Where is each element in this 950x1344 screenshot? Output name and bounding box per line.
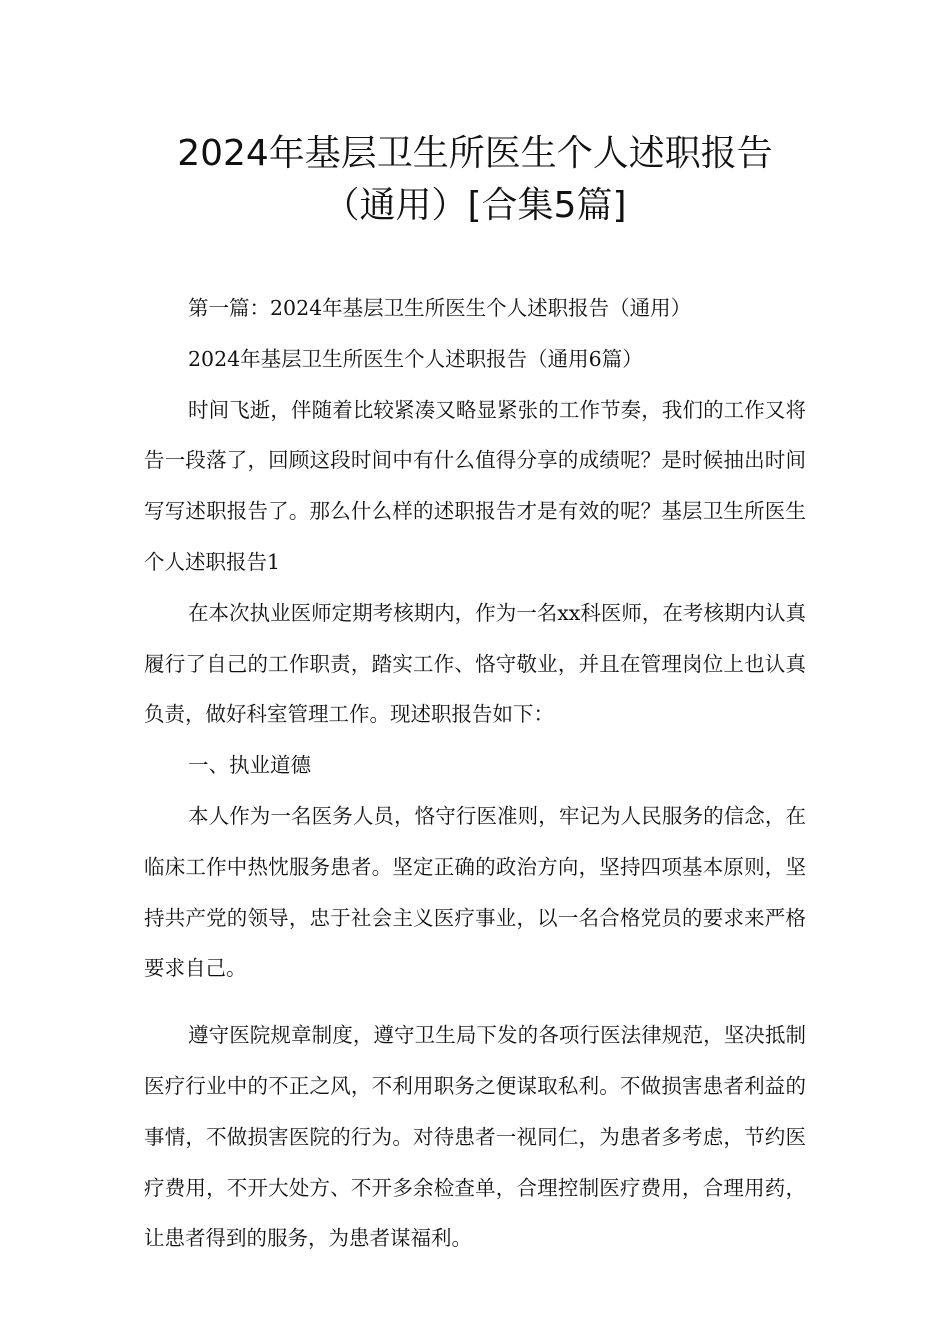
body-paragraph: 在本次执业医师定期考核期内，作为一名xx科医师，在考核期内认真履行了自己的工作职责，踏实工作、恪守敬业，并且在管理岗位上也认真负责，做好科室管理工作。现述职报告如下： — [144, 600, 806, 727]
section-heading: 第一篇：2024年基层卫生所医生个人述职报告（通用） — [188, 296, 692, 320]
document-title-line-2: （通用）[合集5篇] — [323, 185, 627, 226]
document-title-line-1: 2024年基层卫生所医生个人述职报告 — [177, 133, 773, 174]
document-body — [144, 283, 806, 1264]
subtitle-paragraph: 2024年基层卫生所医生个人述职报告（通用6篇） — [188, 346, 643, 371]
body-paragraph: 本人作为一名医务人员，恪守行医准则，牢记为人民服务的信念，在临床工作中热忱服务患者。坚定正确的政治方向，坚持四项基本原则，坚持共产党的领导，忠于社会主义医疗事业，以一名合格党员的要求来严格要求自己。 — [144, 803, 806, 981]
intro-paragraph: 时间飞逝，伴随着比较紧凑又略显紧张的工作节奏，我们的工作又将告一段落了，回顾这段时间中有什么值得分享的成绩呢？是时候抽出时间写写述职报告了。那么什么样的述职报告才是有效的呢？基层卫生所医生个人述职报告1 — [144, 397, 806, 574]
subheading-paragraph: 一、执业道德 — [188, 753, 311, 778]
body-paragraph: 遵守医院规章制度，遵守卫生局下发的各项行医法律规范，坚决抵制医疗行业中的不正之风，不利用职务之便谋取私利。不做损害患者利益的事情，不做损害医院的行为。对待患者一视同仁，为患者多考虑，节约医疗费用，不开大处方、不开多余检查单，合理控制医疗费用，合理用药，让患者得到的服务，为患者谋福利。 — [144, 1023, 806, 1251]
